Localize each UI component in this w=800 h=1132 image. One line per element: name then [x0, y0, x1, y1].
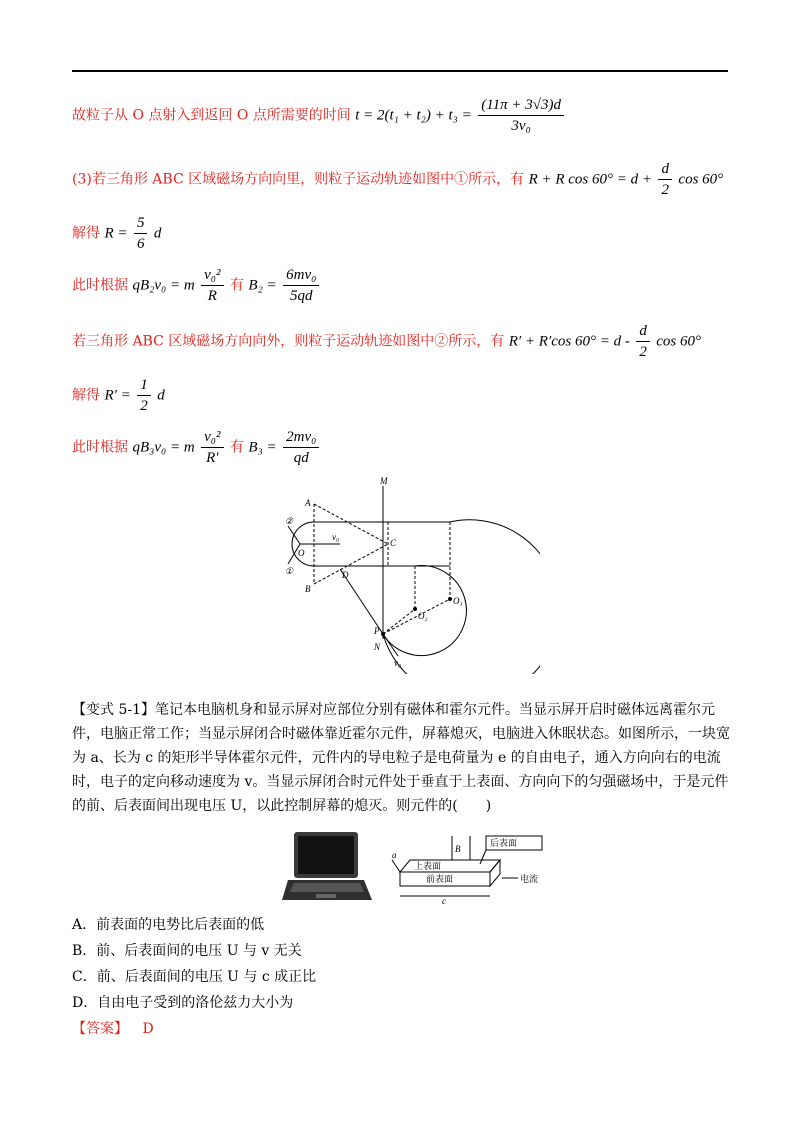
time-fraction: $\frac{(11\pi + 3√3)d}{\text{3v₀}}$ [478, 96, 564, 135]
diagram-label: ② [285, 516, 294, 526]
diagram-label: A [305, 498, 311, 508]
hall-label: 上表面 [414, 861, 442, 871]
hall-label: c [442, 896, 446, 906]
hall-element-diagram [390, 834, 550, 906]
time-math: t = 2(t₁ + t₂) + t₃ = [355, 107, 472, 124]
option-a[interactable]: A．前表面的电势比后表面的低 [72, 917, 265, 933]
diagram-label: B [305, 584, 311, 594]
answer-label: 【答案】 [72, 1021, 128, 1037]
diagram-label: ① [285, 566, 294, 576]
diagram-label: O₁ [453, 596, 463, 606]
diagram-label: O [298, 548, 305, 558]
laptop-icon [282, 830, 372, 902]
header-rule [72, 70, 728, 72]
option-b[interactable]: B．前、后表面间的电压 U 与 v 无关 [72, 943, 302, 959]
diagram-label: C [390, 538, 397, 548]
case-inward-line: (3)若三角形 ABC 区域磁场方向向里，则粒子运动轨迹如图中①所示，有 R + R cos 60° = d + $\frac{d}{2}$ cos 60° [72, 161, 724, 198]
hall-label: 后表面 [490, 838, 518, 848]
case-inward-text: (3)若三角形 ABC 区域磁场方向向里，则粒子运动轨迹如图中①所示，有 [72, 171, 525, 188]
diagram-label: P [374, 626, 380, 636]
B2-line: 此时根据 qB₂v₀ = m $\frac{\text{v₀²}}{R}$ 有 B₂ = $\frac{\text{6mv₀}}{5qd}$ [72, 266, 321, 305]
option-d[interactable]: D．自由电子受到的洛伦兹力大小为 [72, 995, 294, 1011]
problem-paragraph [72, 698, 732, 818]
diagram-label: v₀ [332, 532, 340, 542]
solve-Rprime-line: 解得 R′ = $\frac{1}{2}$ d [72, 377, 165, 414]
option-c[interactable]: C．前、后表面间的电压 U 与 c 成正比 [72, 969, 317, 985]
hall-label: a [392, 850, 397, 860]
hall-label: B [455, 844, 461, 854]
case-outward-line: 若三角形 ABC 区域磁场方向向外，则粒子运动轨迹如图中②所示，有 R′ + R′cos 60° = d - $\frac{d}{2}$ cos 60° [72, 323, 702, 360]
solve-R-line: 解得 R = $\frac{5}{6}$ d [72, 215, 162, 252]
diagram-label: M [380, 476, 388, 486]
answer-line [72, 1018, 154, 1038]
trajectory-diagram [270, 474, 540, 674]
B3-line: 此时根据 qB₃v₀ = m $\frac{\text{v₀²}}{R'}$ 有 B₃ = $\frac{\text{2mv₀}}{qd}$ [72, 428, 321, 467]
hall-label: 电流 [520, 874, 539, 884]
problem-tag: 【变式 5-1】 [72, 702, 155, 718]
answer-value: D [142, 1021, 154, 1037]
diagram-label: v₀ [394, 658, 402, 668]
time-equation-line [72, 96, 566, 135]
time-text: 故粒子从 O 点射入到返回 O 点所需要的时间 [72, 107, 351, 124]
hall-label: 前表面 [426, 874, 454, 884]
diagram-label: O₂ [418, 611, 428, 621]
diagram-label: D [342, 570, 349, 580]
diagram-label: N [374, 642, 381, 652]
problem-text: 笔记本电脑机身和显示屏对应部位分别有磁体和霍尔元件。当显示屏开启时磁体远离霍尔元件，电脑正常工作；当显示屏闭合时磁体靠近霍尔元件，屏幕熄灭，电脑进入休眠状态。如图所示，一块宽为 a、长为 c 的矩形半导体霍尔元件，元件内的导电粒子是电荷量为 e 的自由电子，通入方向向右的电流时，电子的定向移动速度为 v。当显示屏闭合时元件处于垂直于上表面、方向向下的匀强磁场中，于是元件的前、后表面间出现电压 U，以此控制屏幕的熄灭。则元件的( ) [72, 702, 730, 814]
